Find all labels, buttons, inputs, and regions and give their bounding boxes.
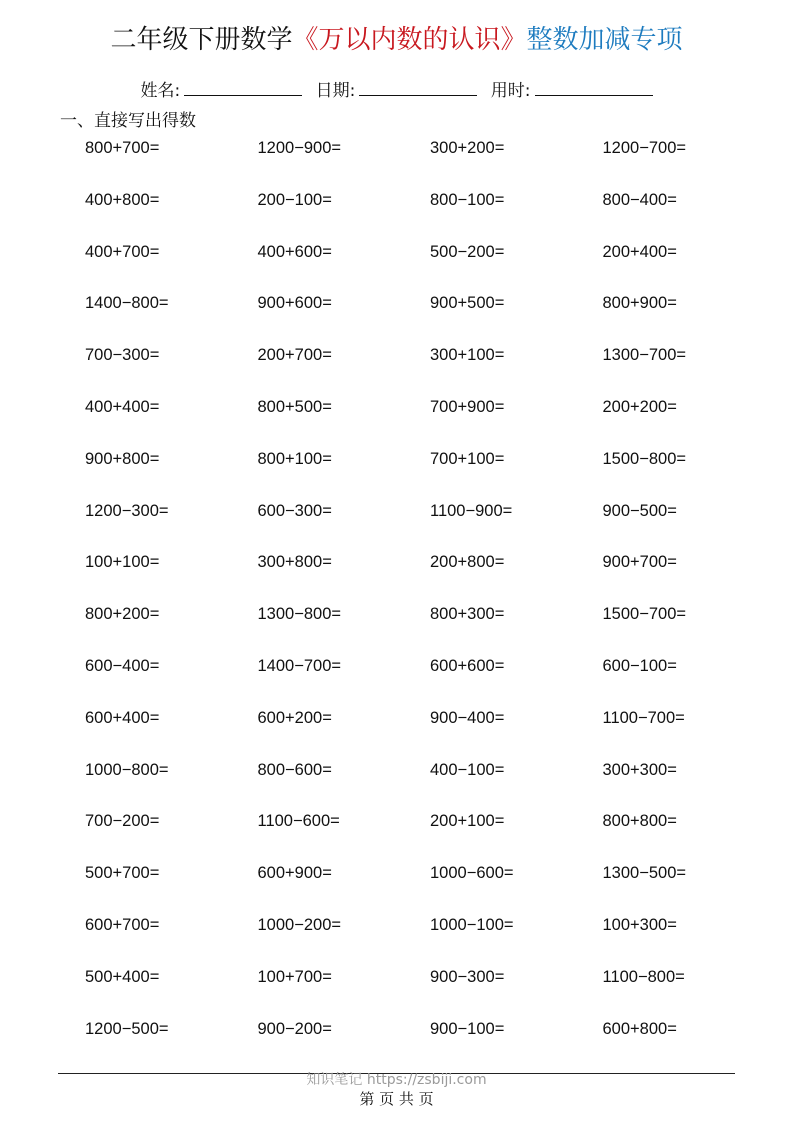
problem-item: 300+200= bbox=[430, 139, 505, 157]
problem-item: 900+500= bbox=[430, 294, 505, 313]
title-topic: 整数加减专项 bbox=[526, 25, 683, 55]
problem-item: 600−100= bbox=[602, 656, 677, 675]
problem-item: 1500−800= bbox=[602, 449, 687, 468]
problem-item: 800−600= bbox=[257, 760, 332, 779]
problem-item: 900−100= bbox=[430, 1019, 505, 1038]
problem-item: 600+400= bbox=[85, 708, 160, 727]
title-grade: 二年级下册数学 bbox=[110, 25, 293, 55]
problem-row bbox=[85, 550, 775, 602]
date-label: 日期: bbox=[315, 81, 356, 101]
problem-item: 1200−500= bbox=[85, 1019, 169, 1038]
problem-item: 1500−700= bbox=[602, 605, 687, 624]
problem-item: 1200−700= bbox=[602, 139, 687, 157]
problem-item: 600+900= bbox=[257, 864, 332, 883]
problem-grid bbox=[85, 136, 775, 1068]
problem-row bbox=[85, 343, 775, 395]
page-title bbox=[0, 22, 793, 58]
problem-row bbox=[85, 654, 775, 706]
problem-item: 300+800= bbox=[257, 553, 332, 572]
problem-item: 900−400= bbox=[430, 708, 505, 727]
problem-item: 100+700= bbox=[257, 967, 332, 986]
problem-item: 900−200= bbox=[257, 1019, 332, 1038]
problem-row bbox=[85, 861, 775, 913]
problem-item: 1200−300= bbox=[85, 501, 169, 520]
problem-item: 1100−600= bbox=[257, 812, 340, 831]
problem-item: 400+400= bbox=[85, 397, 160, 416]
problem-item: 800+200= bbox=[85, 605, 160, 624]
problem-item: 700+900= bbox=[430, 397, 505, 416]
title-unit: 《万以内数的认识》 bbox=[292, 25, 527, 55]
name-label: 姓名: bbox=[140, 81, 181, 101]
problem-item: 1400−700= bbox=[257, 656, 342, 675]
problem-row bbox=[85, 395, 775, 447]
problem-item: 200+100= bbox=[430, 812, 505, 831]
time-field bbox=[491, 81, 653, 101]
problem-item: 1000−200= bbox=[257, 915, 342, 934]
problem-item: 800+700= bbox=[85, 139, 160, 157]
problem-item: 200+200= bbox=[602, 397, 677, 416]
problem-row bbox=[85, 291, 775, 343]
problem-item: 700+100= bbox=[430, 449, 505, 468]
problem-row bbox=[85, 1017, 775, 1069]
problem-item: 500+400= bbox=[85, 967, 160, 986]
problem-item: 600−400= bbox=[85, 656, 160, 675]
problem-row bbox=[85, 965, 775, 1017]
problem-item: 300+300= bbox=[602, 760, 677, 779]
problem-item: 800+300= bbox=[430, 605, 505, 624]
name-field bbox=[140, 81, 307, 101]
problem-item: 1100−800= bbox=[602, 967, 685, 986]
problem-item: 800+900= bbox=[602, 294, 677, 313]
problem-row bbox=[85, 136, 775, 188]
problem-row bbox=[85, 602, 775, 654]
problem-item: 600+200= bbox=[257, 708, 332, 727]
problem-item: 200+700= bbox=[257, 346, 332, 365]
problem-item: 100+300= bbox=[602, 915, 677, 934]
problem-item: 600+800= bbox=[602, 1019, 677, 1038]
name-blank[interactable] bbox=[184, 79, 302, 96]
date-field bbox=[316, 81, 483, 101]
problem-item: 1000−100= bbox=[430, 915, 514, 934]
problem-item: 1300−500= bbox=[602, 864, 687, 883]
problem-item: 300+100= bbox=[430, 346, 505, 365]
problem-item: 400+700= bbox=[85, 242, 160, 261]
problem-item: 200+400= bbox=[602, 242, 677, 261]
problem-row bbox=[85, 913, 775, 965]
problem-row bbox=[85, 188, 775, 240]
problem-item: 1100−700= bbox=[602, 708, 685, 727]
problem-item: 500−200= bbox=[430, 242, 505, 261]
date-blank[interactable] bbox=[359, 79, 477, 96]
problem-item: 1000−600= bbox=[430, 864, 514, 883]
problem-item: 1000−800= bbox=[85, 760, 169, 779]
problem-item: 100+100= bbox=[85, 553, 160, 572]
problem-item: 900−500= bbox=[602, 501, 677, 520]
problem-row bbox=[85, 240, 775, 292]
problem-item: 800−400= bbox=[602, 190, 677, 209]
problem-item: 700−300= bbox=[85, 346, 160, 365]
page-number: 第 页 共 页 bbox=[359, 1090, 434, 1108]
problem-item: 1200−900= bbox=[257, 139, 342, 157]
info-line bbox=[0, 79, 793, 103]
problem-item: 900−300= bbox=[430, 967, 505, 986]
problem-item: 400+600= bbox=[257, 242, 332, 261]
section-heading: 一、直接写出得数 bbox=[60, 111, 196, 131]
problem-item: 900+700= bbox=[602, 553, 677, 572]
problem-item: 800+100= bbox=[257, 449, 332, 468]
problem-item: 600+700= bbox=[85, 915, 160, 934]
problem-item: 1300−700= bbox=[602, 346, 687, 365]
problem-item: 900+800= bbox=[85, 449, 160, 468]
problem-item: 1300−800= bbox=[257, 605, 342, 624]
problem-item: 200−100= bbox=[257, 190, 332, 209]
problem-row bbox=[85, 809, 775, 861]
time-blank[interactable] bbox=[535, 79, 653, 96]
problem-item: 800−100= bbox=[430, 190, 505, 209]
problem-row bbox=[85, 706, 775, 758]
problem-item: 400−100= bbox=[430, 760, 505, 779]
problem-item: 700−200= bbox=[85, 812, 160, 831]
problem-row bbox=[85, 499, 775, 551]
problem-item: 1100−900= bbox=[430, 501, 513, 520]
problem-item: 400+800= bbox=[85, 190, 160, 209]
problem-item: 500+700= bbox=[85, 864, 160, 883]
problem-item: 600+600= bbox=[430, 656, 505, 675]
problem-item: 600−300= bbox=[257, 501, 332, 520]
watermark: 知识笔记 https://zsbiji.com bbox=[306, 1072, 487, 1088]
problem-item: 800+800= bbox=[602, 812, 677, 831]
problem-item: 800+500= bbox=[257, 397, 332, 416]
problem-item: 200+800= bbox=[430, 553, 505, 572]
problem-item: 1400−800= bbox=[85, 294, 169, 313]
problem-row bbox=[85, 447, 775, 499]
problem-row bbox=[85, 758, 775, 810]
problem-item: 900+600= bbox=[257, 294, 332, 313]
time-label: 用时: bbox=[490, 81, 531, 101]
